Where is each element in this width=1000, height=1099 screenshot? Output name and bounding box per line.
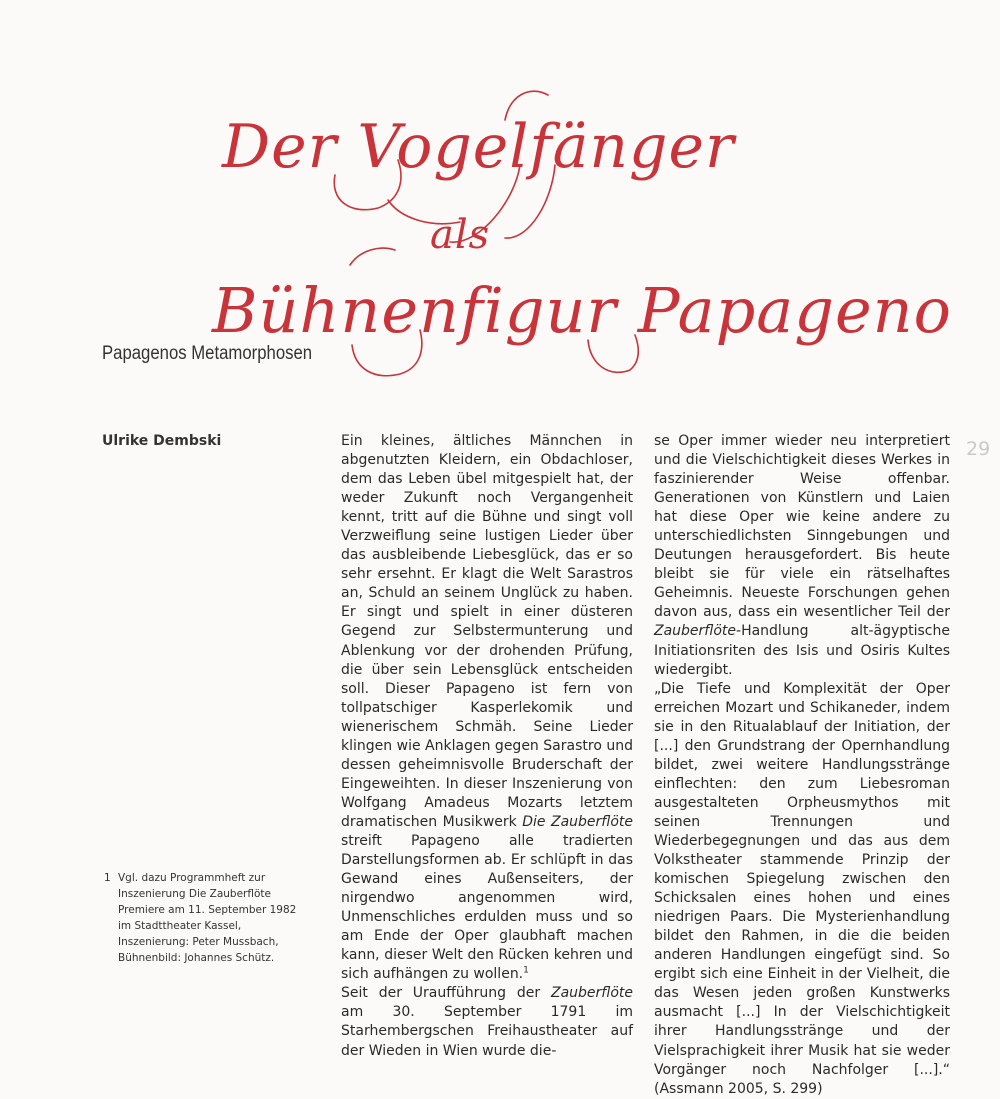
opera-title-italic: Die Zauberflöte [522, 813, 633, 830]
body-column-1 [341, 432, 633, 1061]
body-column-2 [654, 432, 950, 1099]
opera-title-italic: Zauberflöte [550, 985, 633, 1002]
text-run: Seit der Uraufführung der [341, 985, 551, 1002]
footnote-text: Vgl. dazu Programmheft zur Inszenierung Die Zauberflöte Premiere am 11. September 1982 im Stadttheater Kassel, Inszenierung: Peter Mussbach, Bühnenbild: Johannes Schütz. [118, 872, 297, 964]
text-run: se Oper immer wieder neu interpretiert und die Vielschichtigkeit dieses Werkes in faszinierender Weise offenbar. Generationen von Künstlern und Laien hat diese Oper wie keine andere zu unterschiedlichsten Sinngebungen und Deutungen herausgefordert. Bis heute bleibt sie für viele ein rätselhaftes Geheimnis. Neueste Forschungen gehen davon aus, dass ein wesentlicher Teil der [654, 433, 950, 621]
page-number: 29 [966, 438, 991, 460]
footnote-number: 1 [104, 872, 111, 884]
title-line-2: als [430, 212, 491, 258]
paragraph [341, 432, 633, 984]
text-run: Ein kleines, ältliches Männchen in abgenutzten Kleidern, ein Obdachloser, dem das Leben übel mitgespielt hat, der weder Zukunft noch Vergangenheit kennt, tritt auf die Bühne und singt voll Verzweiflung seine lustigen Lieder über das ausbleibende Liebesglück, das er so sehr ersehnt. Er klagt die Welt Sarastros an, Schuld an seinem Unglück zu haben. Er singt und spielt in einer düsteren Gegend zur Selbstermunterung und Ablenkung vor der drohenden Prüfung, die über sein Lebensglück entscheiden soll. Dieser Papageno ist fern von tollpatschiger Kasperlekomik und wienerischem Schmäh. Seine Lieder klingen wie Anklagen gegen Sarastro und dessen geheimnisvolle Bruderschaft der Eingeweihten. In dieser Inszenierung von Wolfgang Amadeus Mozarts letztem dramatischen Musikwerk [341, 433, 633, 830]
paragraph [341, 984, 633, 1060]
title-line-3: Bühnenfigur Papageno [212, 274, 952, 347]
footnote [104, 870, 310, 966]
opera-title-italic: Zauberflöte [654, 623, 737, 640]
footnote-reference[interactable]: 1 [523, 965, 529, 976]
subtitle: Papagenos Metamorphosen [102, 343, 313, 364]
title-line-1: Der Vogelfänger [222, 112, 735, 182]
paragraph [654, 432, 950, 680]
text-run: -Handlung alt-ägyptische Initiationsriten des Isis und Osiris Kultes wiedergibt. [654, 623, 950, 678]
quotation-paragraph: „Die Tiefe und Komplexität der Oper erreichen Mozart und Schikaneder, indem sie in den Ritualablauf der Initiation, der [...] den Grundstrang der Opernhandlung bildet, zwei weitere Handlungsstränge einflechten: den zum Liebesroman ausgestalteten Orpheusmythos mit seinen Trennungen und Wiederbegegnungen und das aus dem Volkstheater stammende Prinzip der komischen Spiegelung zwischen den Schicksalen eines hohen und eines niedrigen Paars. Die Mysterienhandlung bildet den Rahmen, in die die beiden anderen Handlungen eingefügt sind. So ergibt sich eine Einheit in der Vielheit, die das Wesen jeden großen Kunstwerks ausmacht [...] In der Vielschichtigkeit ihrer Handlungsstränge und der Vielsprachigkeit ihrer Musik hat sie weder Vorgänger noch Nachfolger [...].“ (Assmann 2005, S. 299) [654, 680, 950, 1097]
author-name: Ulrike Dembski [102, 433, 222, 449]
text-run: am 30. September 1791 im Starhembergschen Freihaustheater auf der Wieden in Wien wurde die- [341, 1004, 633, 1059]
text-run: streift Papageno alle tradierten Darstellungsformen ab. Er schlüpft in das Gewand eines Außenseiters, der nirgendwo angenommen wird, Unmenschliches erdulden muss und so am Ende der Oper glaubhaft machen kann, dieser Welt den Rücken kehren und sich aufhängen zu wollen. [341, 832, 633, 983]
